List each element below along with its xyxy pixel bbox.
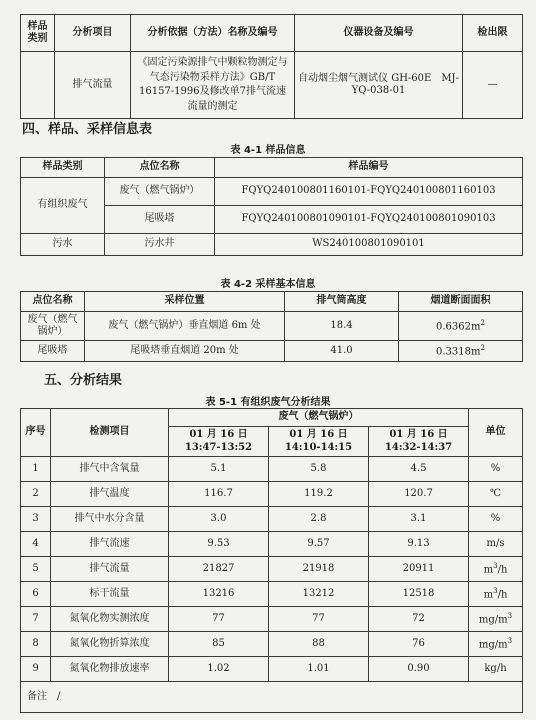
table-row	[21, 507, 523, 532]
header-sample-category: 样品类别	[21, 158, 105, 178]
table-row	[21, 457, 523, 482]
sample-info-table	[20, 157, 523, 256]
unit-text: mg/m	[478, 613, 508, 625]
row-unit-cell	[469, 532, 523, 557]
row-value-cell: 20911	[369, 557, 469, 582]
row-no-cell: 2	[21, 482, 51, 507]
unit-text: ℃	[489, 487, 502, 499]
header-point-name: 点位名称	[105, 158, 215, 178]
header-unit: 单位	[469, 409, 523, 457]
unit-exponent: 3	[493, 561, 498, 570]
row-unit-cell	[469, 607, 523, 632]
row-item-cell: 排气流速	[51, 532, 169, 557]
section-5-heading: 五、分析结果	[44, 373, 123, 388]
row-no-cell: 4	[21, 532, 51, 557]
row-value-cell: 0.90	[369, 657, 469, 682]
method-item-cell: 排气流量	[55, 52, 131, 119]
unit-exponent: 3	[507, 636, 513, 645]
table-row	[21, 657, 523, 682]
row-no-cell: 3	[21, 507, 51, 532]
area-value: 0.6362m	[436, 320, 481, 332]
row-item-cell: 排气温度	[51, 482, 169, 507]
row-value-cell: 1.02	[169, 657, 269, 682]
row-no-cell: 7	[21, 607, 51, 632]
row-no-cell: 1	[21, 457, 51, 482]
row-value-cell: 5.8	[269, 457, 369, 482]
row-item-cell: 标干流量	[51, 582, 169, 607]
row-unit-cell	[469, 457, 523, 482]
row-item-cell: 排气中含氧量	[51, 457, 169, 482]
header-no: 序号	[21, 409, 51, 457]
table-row	[21, 178, 523, 206]
row-unit-cell	[469, 632, 523, 657]
row-value-cell: 13212	[269, 582, 369, 607]
analysis-results-table	[20, 408, 523, 713]
sampling-info-header	[21, 292, 523, 312]
results-body	[21, 457, 523, 682]
row-unit-cell	[469, 482, 523, 507]
header-time: 13:47-13:52	[184, 441, 253, 453]
duct-area-cell	[399, 312, 523, 341]
row-value-cell: 77	[269, 607, 369, 632]
table-row	[21, 234, 523, 256]
table-row	[21, 557, 523, 582]
header-method: 分析依据（方法）名称及编号	[131, 15, 295, 52]
stack-height-cell: 18.4	[285, 312, 399, 341]
point-name-cell: 尾吸塔	[21, 341, 85, 362]
unit-text: %	[490, 462, 501, 474]
unit-exponent: 3	[507, 611, 513, 620]
row-value-cell: 21918	[269, 557, 369, 582]
sample-info-header	[21, 158, 523, 178]
header-instrument: 仪器设备及编号	[295, 15, 463, 52]
row-value-cell: 9.57	[269, 532, 369, 557]
detection-limit-cell: —	[463, 52, 523, 119]
row-item-cell: 氮氧化物排放速率	[51, 657, 169, 682]
header-date: 01 月 16 日	[289, 429, 348, 440]
row-value-cell: 21827	[169, 557, 269, 582]
area-exponent: 2	[480, 318, 485, 327]
table-row	[21, 482, 523, 507]
table-row	[21, 607, 523, 632]
row-item-cell: 排气流量	[51, 557, 169, 582]
duct-area-cell	[399, 341, 523, 362]
section-4-heading: 四、样品、采样信息表	[22, 122, 153, 137]
category-cell: 污水	[21, 234, 105, 256]
row-unit-cell	[469, 582, 523, 607]
unit-text: m/s	[486, 537, 505, 549]
row-value-cell: 3.0	[169, 507, 269, 532]
row-no-cell: 6	[21, 582, 51, 607]
table-5-1-caption: 表 5-1 有组织废气分析结果	[205, 397, 331, 408]
unit-exponent: 3	[493, 586, 498, 595]
sampling-position-cell: 废气（燃气锅炉）垂直烟道 6m 处	[85, 312, 285, 341]
row-unit-cell	[469, 557, 523, 582]
row-unit-cell	[469, 657, 523, 682]
row-value-cell: 72	[369, 607, 469, 632]
row-unit-cell	[469, 507, 523, 532]
row-value-cell: 1.01	[269, 657, 369, 682]
row-value-cell: 116.7	[169, 482, 269, 507]
row-item-cell: 氮氧化物折算浓度	[51, 632, 169, 657]
method-table	[20, 14, 523, 119]
unit-text: mg/m	[478, 638, 508, 650]
point-cell: 尾吸塔	[105, 206, 215, 234]
point-cell: 污水井	[105, 234, 215, 256]
table-row	[21, 312, 523, 341]
unit-text: %	[490, 512, 501, 524]
row-value-cell: 77	[169, 607, 269, 632]
sampling-info-table	[20, 291, 523, 362]
unit-text: m	[483, 563, 494, 575]
row-item-cell: 排气中水分含量	[51, 507, 169, 532]
point-cell: 废气（燃气锅炉）	[105, 178, 215, 206]
row-value-cell: 76	[369, 632, 469, 657]
header-time: 14:10-14:15	[284, 441, 353, 453]
row-value-cell: 3.1	[369, 507, 469, 532]
header-time: 14:32-14:37	[384, 441, 453, 453]
header-sample-category: 样品类别	[21, 15, 55, 52]
row-no-cell: 8	[21, 632, 51, 657]
sampling-position-cell: 尾吸塔垂直烟道 20m 处	[85, 341, 285, 362]
note-label: 备注	[27, 690, 47, 702]
header-date: 01 月 16 日	[189, 429, 248, 440]
sample-code-cell: FQYQ240100801090101-FQYQ240100801090103	[215, 206, 523, 234]
note-cell	[21, 682, 523, 713]
row-value-cell: 2.8	[269, 507, 369, 532]
note-value: /	[57, 690, 61, 702]
instrument-cell: 自动烟尘烟气测试仪 GH-60E MJ-YQ-038-01	[295, 52, 463, 119]
category-cell: 有组织废气	[21, 178, 105, 234]
row-value-cell: 4.5	[369, 457, 469, 482]
row-value-cell: 119.2	[269, 482, 369, 507]
header-time-2	[269, 427, 369, 457]
area-value: 0.3318m	[436, 345, 481, 357]
method-table-header	[21, 15, 523, 52]
row-value-cell: 88	[269, 632, 369, 657]
table-row	[21, 52, 523, 119]
table-4-1-caption: 表 4-1 样品信息	[230, 145, 306, 156]
area-exponent: 2	[480, 343, 485, 352]
unit-tail: /h	[497, 563, 508, 575]
method-category-cell	[21, 52, 55, 119]
table-row	[21, 582, 523, 607]
results-header-row-1	[21, 409, 523, 427]
row-value-cell: 5.1	[169, 457, 269, 482]
row-value-cell: 9.53	[169, 532, 269, 557]
unit-text: m	[483, 588, 494, 600]
table-row	[21, 532, 523, 557]
header-time-3	[369, 427, 469, 457]
header-analysis-item: 分析项目	[55, 15, 131, 52]
header-sample-code: 样品编号	[215, 158, 523, 178]
sample-code-cell: FQYQ240100801160101-FQYQ240100801160103	[215, 178, 523, 206]
row-no-cell: 5	[21, 557, 51, 582]
row-value-cell: 13216	[169, 582, 269, 607]
note-row	[21, 682, 523, 713]
table-4-2-caption: 表 4-2 采样基本信息	[220, 279, 316, 290]
header-point-name: 点位名称	[21, 292, 85, 312]
sample-code-cell: WS240100801090101	[215, 234, 523, 256]
row-item-cell: 氮氧化物实测浓度	[51, 607, 169, 632]
header-test-item: 检测项目	[51, 409, 169, 457]
row-value-cell: 9.13	[369, 532, 469, 557]
header-date: 01 月 16 日	[389, 429, 448, 440]
header-stack-height: 排气筒高度	[285, 292, 399, 312]
row-no-cell: 9	[21, 657, 51, 682]
table-row	[21, 341, 523, 362]
row-value-cell: 12518	[369, 582, 469, 607]
unit-text: kg/h	[484, 662, 507, 674]
row-value-cell: 120.7	[369, 482, 469, 507]
header-sampling-position: 采样位置	[85, 292, 285, 312]
table-row	[21, 632, 523, 657]
row-value-cell: 85	[169, 632, 269, 657]
header-duct-area: 烟道断面面积	[399, 292, 523, 312]
header-time-1	[169, 427, 269, 457]
method-basis-cell: 《固定污染源排气中颗粒物测定与气态污染物采样方法》GB/T 16157-1996及修改单7排气流速流量的测定	[131, 52, 295, 119]
point-name-cell: 废气（燃气锅炉）	[21, 312, 85, 341]
header-detection-limit: 检出限	[463, 15, 523, 52]
header-group: 废气（燃气锅炉）	[169, 409, 469, 427]
stack-height-cell: 41.0	[285, 341, 399, 362]
unit-tail: /h	[497, 588, 508, 600]
